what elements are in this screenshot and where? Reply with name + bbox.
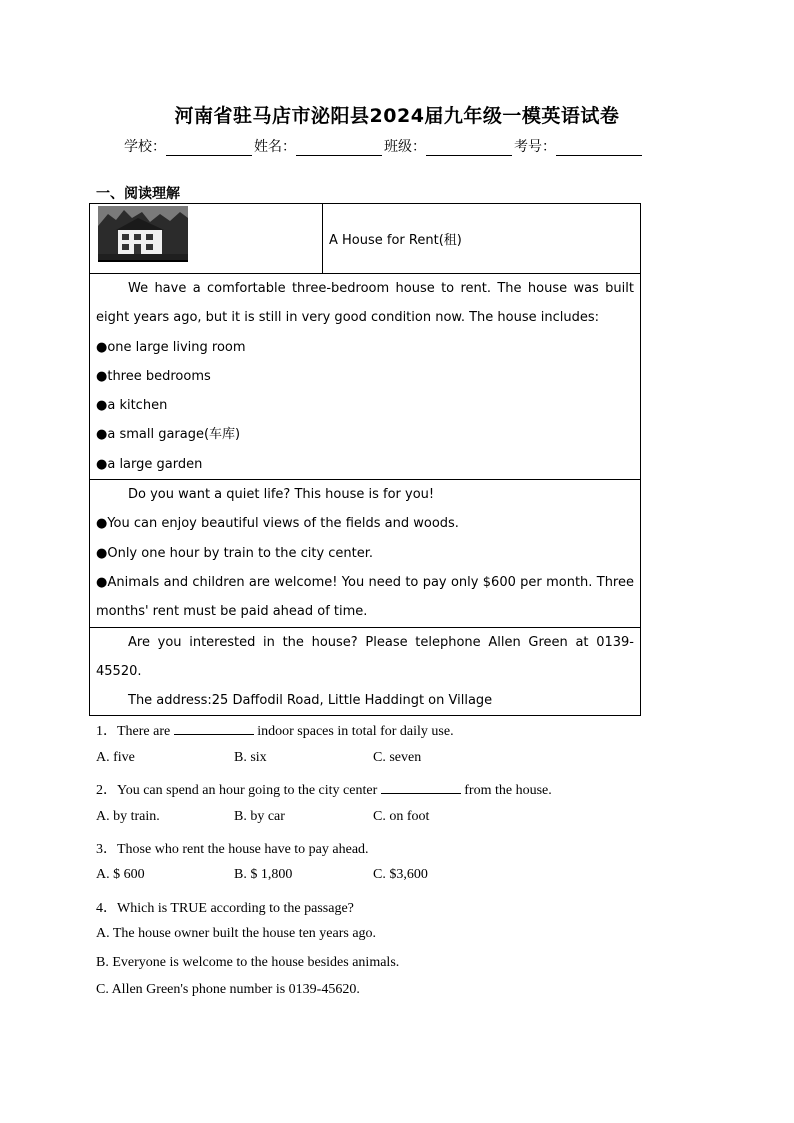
info-field-class: [384, 136, 514, 156]
info-label: 考号：: [514, 139, 556, 155]
question-text: 4．Which is TRUE according to the passage?: [96, 901, 354, 916]
section-title: 一、阅读理解: [96, 186, 180, 202]
ad-heading-cell: [323, 204, 641, 274]
option-a[interactable]: A. by train.: [96, 809, 160, 824]
option-c[interactable]: C. on foot: [373, 809, 430, 824]
benefits-cell: [90, 480, 641, 627]
photo-cell: [90, 204, 323, 274]
feature-item: ●three bedrooms: [96, 368, 211, 384]
benefit-item: ●You can enjoy beautiful views of the fields and woods.: [96, 516, 459, 532]
option-b[interactable]: B. $ 1,800: [234, 867, 293, 882]
option-c[interactable]: C. $3,600: [373, 867, 428, 882]
benefit-item: ●Only one hour by train to the city center.: [96, 545, 374, 561]
ad-heading: A House for Rent(租): [329, 233, 462, 248]
feature-item: ●a kitchen: [96, 398, 168, 414]
answer-blank[interactable]: [381, 781, 461, 794]
info-label: 姓名：: [254, 139, 296, 155]
school-blank[interactable]: [166, 140, 252, 156]
contact-cell: [90, 627, 641, 716]
contact-line-1: Are you interested in the house? Please telephone Allen Green at 0139-: [128, 634, 634, 650]
class-blank[interactable]: [426, 140, 512, 156]
rental-ad-table: [89, 203, 641, 716]
question-3: [96, 838, 369, 858]
info-field-name: [254, 136, 384, 156]
question-text: 1．There are: [96, 724, 171, 739]
question-1: [96, 720, 454, 740]
answer-blank[interactable]: [174, 722, 254, 735]
question-2: [96, 779, 552, 799]
info-label: 班级：: [384, 139, 426, 155]
student-info-row: [124, 136, 644, 156]
option-b[interactable]: B. six: [234, 750, 267, 765]
question-text: 2．You can spend an hour going to the city center: [96, 783, 378, 798]
feature-item: ●a small garage(车库): [96, 427, 241, 443]
exam-number-blank[interactable]: [556, 140, 642, 156]
question-text: 3．Those who rent the house have to pay ahead.: [96, 842, 369, 857]
features-cell: [90, 274, 641, 480]
page-title: 河南省驻马店市泌阳县2024届九年级一模英语试卷: [174, 105, 620, 127]
name-blank[interactable]: [296, 140, 382, 156]
info-label: 学校：: [124, 139, 166, 155]
benefits-lead: Do you want a quiet life? This house is for you!: [128, 487, 435, 503]
intro-line-2: eight years ago, but it is still in very good condition now. The house includes:: [96, 310, 600, 326]
option-c[interactable]: C. Allen Green's phone number is 0139-45620.: [96, 982, 360, 997]
option-c[interactable]: C. seven: [373, 750, 422, 765]
question-text: indoor spaces in total for daily use.: [257, 724, 454, 739]
benefit-item-continued: months' rent must be paid ahead of time.: [96, 604, 368, 620]
contact-address: The address:25 Daffodil Road, Little Haddingt on Village: [128, 693, 493, 709]
ad-block-contact: [90, 627, 641, 716]
option-b[interactable]: B. by car: [234, 809, 285, 824]
feature-item: ●a large garden: [96, 456, 203, 472]
ad-header-row: [90, 204, 641, 274]
feature-item: ●one large living room: [96, 339, 246, 355]
ad-block-benefits: [90, 480, 641, 627]
house-photo: [98, 206, 188, 262]
question-4: [96, 897, 354, 917]
option-b[interactable]: B. Everyone is welcome to the house besides animals.: [96, 955, 400, 970]
intro-line-1: We have a comfortable three-bedroom house to rent. The house was built: [128, 281, 634, 296]
contact-line-2: 45520.: [96, 663, 142, 679]
option-a[interactable]: A. The house owner built the house ten years ago.: [96, 926, 377, 941]
ad-block-features: [90, 274, 641, 480]
info-field-exam-number: [514, 136, 644, 156]
question-text: from the house.: [464, 783, 552, 798]
info-field-school: [124, 136, 254, 156]
option-a[interactable]: A. five: [96, 750, 135, 765]
benefit-item: ●Animals and children are welcome! You need to pay only $600 per month. Three: [96, 574, 634, 590]
option-a[interactable]: A. $ 600: [96, 867, 145, 882]
